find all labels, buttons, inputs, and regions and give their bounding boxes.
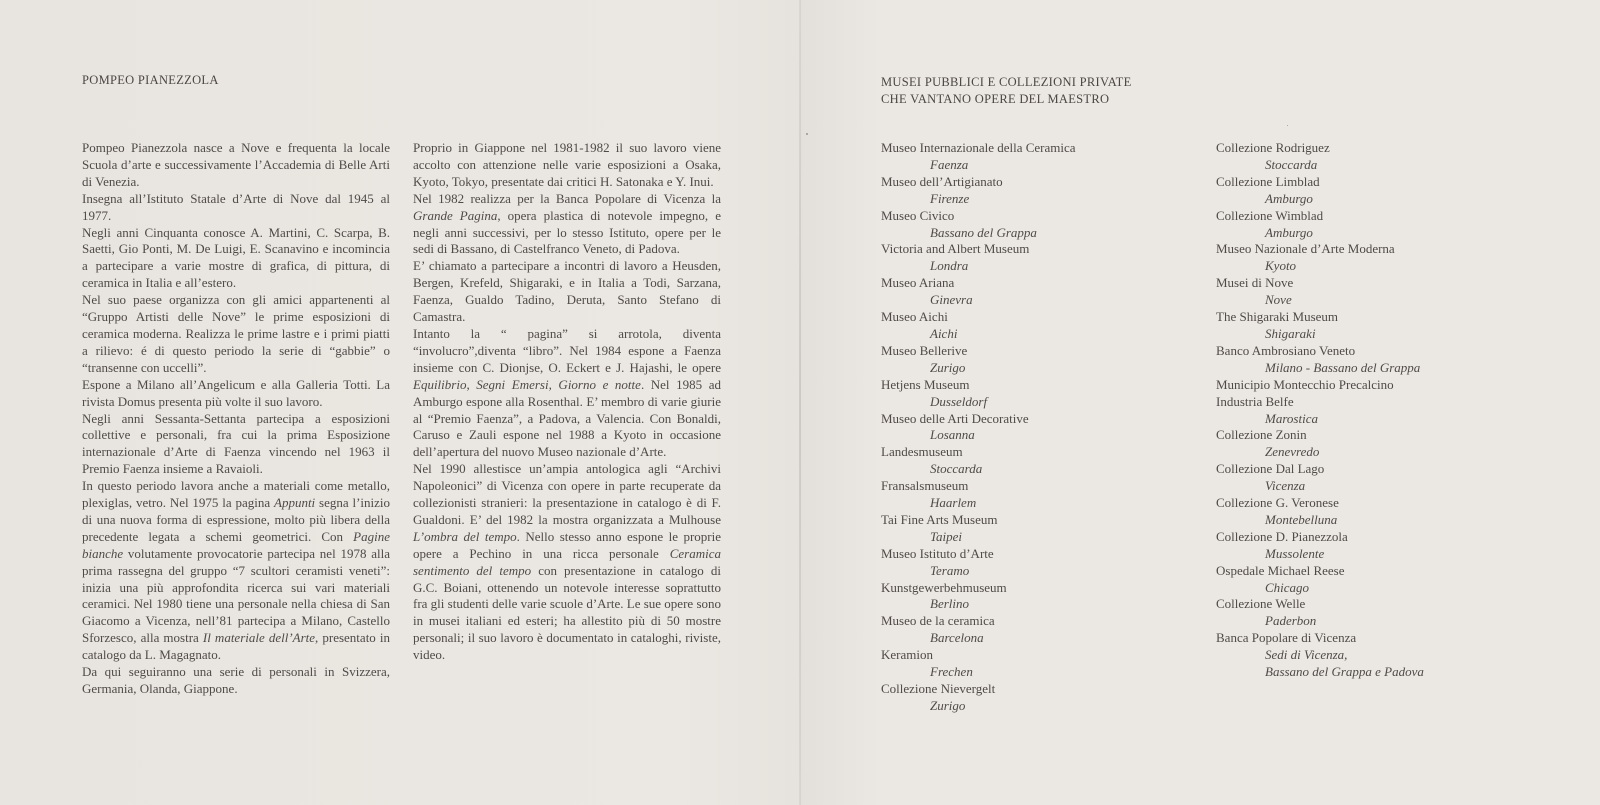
collection-city: Berlino	[930, 596, 969, 612]
paragraph-text: Negli anni Sessanta-Settanta partecipa a esposizioni collettive e personali, fra cui la prima Esposizione internazionale d’Arte di Faenza vincendo nel 1963 il Premio Faenza insieme a Ravaioli.	[82, 410, 390, 477]
collection-city: Kyoto	[1265, 258, 1297, 274]
collection-name: Museo Ariana	[881, 275, 955, 291]
biography-paragraph	[82, 140, 390, 191]
collection-entry	[881, 478, 1181, 512]
collection-name: Museo Aichi	[881, 309, 948, 325]
collection-city: Marostica	[1265, 410, 1318, 426]
collection-city: Zurigo	[930, 697, 966, 713]
biography-paragraph	[82, 292, 390, 377]
collection-name: Collezione Limblad	[1216, 173, 1320, 189]
paragraph-text: Pompeo Pianezzola nasce a Nove e frequenta la locale Scuola d’arte e successivamente l’Accademia di Belle Arti di Venezia.	[82, 140, 390, 189]
artist-name-heading: POMPEO PIANEZZOLA	[82, 73, 219, 87]
collection-name: Landesmuseum	[881, 444, 963, 460]
collection-city: Ginevra	[930, 292, 973, 308]
collection-name: Collezione Welle	[1216, 596, 1306, 612]
paragraph-text: con presentazione in catalogo di G.C. Boiani, ottenendo un notevole interesse soprattutto fra gli studenti delle varie scuole d’Arte. Le sue opere sono in musei italiani ed esteri; ha allestito più di 50 mostre personali; il suo lavoro è documentato in cataloghi, riviste, video.	[413, 562, 721, 663]
collection-name: Collezione Zonin	[1216, 427, 1307, 443]
collection-entry	[881, 174, 1181, 208]
artwork-title: Il materiale dell’Arte	[202, 630, 316, 646]
collection-entry	[1216, 495, 1556, 529]
collections-heading	[881, 74, 1132, 108]
biography-paragraph	[82, 191, 390, 225]
collection-entry	[1216, 563, 1556, 597]
collection-entry	[1216, 343, 1556, 377]
paper-speck	[806, 133, 808, 135]
collection-entry	[1216, 596, 1556, 630]
collection-city: Frechen	[930, 664, 973, 680]
collection-city: Paderbon	[1265, 613, 1317, 629]
biography-paragraph	[82, 664, 390, 698]
collection-name: Victoria and Albert Museum	[881, 241, 1030, 257]
collection-entry	[1216, 461, 1556, 495]
collection-entry	[881, 444, 1181, 478]
collection-name: Museo dell’Artigianato	[881, 173, 1003, 189]
collection-city: Zurigo	[930, 359, 966, 375]
collection-entry	[881, 411, 1181, 445]
collection-entry	[881, 580, 1181, 614]
collection-city: Bassano del Grappa e Padova	[1265, 664, 1424, 680]
collection-name: Museo Bellerive	[881, 342, 968, 358]
collection-name: Museo de la ceramica	[881, 613, 995, 629]
collection-entry	[881, 647, 1181, 681]
paragraph-text: Intanto la “ pagina” si arrotola, diventa “involucro”,diventa “libro”. Nel 1984 espone a Faenza insieme con C. Dionjse, O. Eckert e J. Hajashi, le opere	[413, 325, 721, 375]
collections-heading-line-2: CHE VANTANO OPERE DEL MAESTRO	[881, 92, 1110, 106]
collection-city: Milano - Bassano del Grappa	[1265, 359, 1421, 375]
paragraph-text: E’ chiamato a partecipare a incontri di lavoro a Heusden, Bergen, Krefeld, Shigaraki, e in Italia a Todi, Sarzana, Faenza, Gualdo Tadino, Deruta, Santo Stefano di Camastra.	[413, 258, 721, 325]
paragraph-text: . Nel 1985 ad Amburgo espone alla Rosenthal. E’ membro di varie giurie al “Premio Faenza”, a Padova, a Valencia. Con Bonaldi, Caruso e Zauli espone nel 1988 a Kyoto in occasione dell’apertura del nuovo Museo nazionale d’Arte.	[413, 376, 721, 460]
collection-entry	[881, 343, 1181, 377]
collection-name: Hetjens Museum	[881, 376, 970, 392]
collection-name: Museo Internazionale della Ceramica	[881, 140, 1076, 155]
biography-paragraph	[82, 411, 390, 479]
collection-city: Vicenza	[1265, 478, 1306, 494]
collections-heading-line-1: MUSEI PUBBLICI E COLLEZIONI PRIVATE	[881, 75, 1132, 89]
collection-name: Collezione Dal Lago	[1216, 461, 1325, 477]
paragraph-text: Espone a Milano all’Angelicum e alla Galleria Totti. La rivista Domus presenta più volte il suo lavoro.	[82, 376, 390, 409]
paragraph-text: Negli anni Cinquanta conosce A. Martini, C. Scarpa, B. Saetti, Gio Ponti, M. De Luigi, E. Scanavino e incomincia a partecipare a varie mostre di grafica, di pittura, di ceramica in Italia e all’estero.	[82, 224, 390, 291]
collection-name: Collezione Nievergelt	[881, 681, 996, 696]
collection-entry	[1216, 140, 1556, 174]
collection-name: Museo Civico	[881, 207, 955, 223]
biography-paragraph	[413, 140, 721, 191]
collection-entry	[1216, 427, 1556, 461]
collection-city: Shigaraki	[1265, 325, 1316, 341]
collection-city: Londra	[930, 258, 969, 274]
artwork-title: Appunti	[274, 495, 316, 511]
biography-paragraph	[82, 377, 390, 411]
collection-entry	[1216, 241, 1556, 275]
center-fold	[799, 0, 801, 805]
paragraph-text: Proprio in Giappone nel 1981-1982 il suo lavoro viene accolto con attenzione nelle varie esposizioni a Osaka, Kyoto, Tokyo, presentate dai critici H. Satonaka e Y. Inui.	[413, 140, 721, 189]
collection-city: Haarlem	[930, 495, 977, 511]
collection-city: Sedi di Vicenza,	[1265, 647, 1348, 663]
collection-city: Amburgo	[1265, 190, 1313, 206]
collection-name: Fransalsmuseum	[881, 478, 969, 494]
collection-entry	[1216, 377, 1556, 394]
page-title	[82, 72, 219, 89]
biography-paragraph	[413, 191, 721, 259]
paragraph-text: Da qui seguiranno una serie di personali in Svizzera, Germania, Olanda, Giappone.	[82, 664, 390, 696]
collection-city: Stoccarda	[930, 461, 983, 477]
artwork-title: Pagine bianche	[82, 528, 390, 561]
collection-city: Losanna	[930, 427, 975, 443]
collection-name: Keramion	[881, 647, 933, 663]
collection-name: Museo Nazionale d’Arte Moderna	[1216, 241, 1395, 257]
collections-list-column-1	[881, 140, 1181, 715]
collection-city: Faenza	[930, 156, 969, 172]
collection-city: Mussolente	[1265, 545, 1325, 561]
collection-name: Museo Istituto d’Arte	[881, 545, 994, 561]
collection-city: Nove	[1265, 292, 1292, 308]
paragraph-text: Insegna all’Istituto Statale d’Arte di Nove dal 1945 al 1977.	[82, 190, 390, 223]
paragraph-text: segna l’inizio di una nuova forma di espressione, molto più libera della precedente legata a schemi geometrici. Con	[82, 495, 390, 544]
collection-city: Montebelluna	[1265, 511, 1338, 527]
paragraph-text: , presentato in catalogo da L. Magagnato.	[82, 630, 390, 663]
collection-entry	[881, 512, 1181, 546]
collection-city: Teramo	[930, 562, 970, 578]
collection-city: Chicago	[1265, 579, 1310, 595]
collection-entry	[881, 140, 1181, 174]
collection-entry	[1216, 309, 1556, 343]
paragraph-text: In questo periodo lavora anche a materiali come metallo, plexiglas, vetro. Nel 1975 la pagina	[82, 478, 390, 511]
biography-paragraph	[413, 326, 721, 461]
paragraph-text: Nel 1982 realizza per la Banca Popolare di Vicenza la	[413, 190, 721, 206]
biography-paragraph	[413, 258, 721, 326]
paragraph-text: Nel suo paese organizza con gli amici appartenenti al “Gruppo Artisti delle Nove” le prime esposizioni di ceramica moderna. Realizza le prime lastre e i primi piatti a rilievo: é di questo periodo la serie di “gabbie” o “transenne con uccelli”.	[82, 292, 390, 375]
artwork-title: Equilibrio, Segni Emersi, Giorno e notte	[413, 376, 641, 392]
biography-paragraph	[82, 225, 390, 293]
biography-paragraph	[82, 478, 390, 664]
biography-paragraph	[413, 461, 721, 664]
collection-city: Barcelona	[930, 630, 984, 646]
collection-entry	[881, 613, 1181, 647]
collection-city: Bassano del Grappa	[930, 224, 1037, 240]
collection-city: Dusseldorf	[930, 393, 988, 409]
paper-speck	[1287, 125, 1288, 126]
collection-city: Aichi	[930, 325, 958, 341]
collection-name: Collezione Rodriguez	[1216, 140, 1330, 155]
collection-entry	[881, 681, 1181, 715]
biography-column-2	[413, 140, 721, 664]
collection-entry	[881, 275, 1181, 309]
collection-city: Taipei	[930, 528, 963, 544]
biography-column-1	[82, 140, 390, 698]
artwork-title: L’ombra del tempo	[413, 528, 517, 544]
collection-entry	[1216, 275, 1556, 309]
collection-name: Industria Belfe	[1216, 393, 1294, 409]
collection-entry	[1216, 529, 1556, 563]
collection-name: Collezione G. Veronese	[1216, 495, 1339, 511]
collection-entry	[1216, 630, 1556, 681]
collection-entry	[881, 377, 1181, 411]
collection-name: Kunstgewerbehmuseum	[881, 579, 1007, 595]
artwork-title: Grande Pagina	[413, 207, 498, 223]
collection-name: Municipio Montecchio Precalcino	[1216, 376, 1394, 392]
paragraph-text: Nel 1990 allestisce un’ampia antologica agli “Archivi Napoleonici” di Vicenza con opere in parte recuperate da collezionisti stranieri: la presentazione in catalogo è di F. Gualdoni. E’ del 1982 la mostra organizzata a Mulhouse	[413, 461, 721, 527]
collection-entry	[881, 208, 1181, 242]
collection-city: Stoccarda	[1265, 156, 1318, 172]
collection-entry	[1216, 174, 1556, 208]
artwork-title: Ceramica sentimento del tempo	[413, 545, 721, 578]
collection-name: Banco Ambrosiano Veneto	[1216, 342, 1356, 358]
collection-entry	[881, 546, 1181, 580]
collection-name: Collezione Wimblad	[1216, 207, 1324, 223]
collection-name: The Shigaraki Museum	[1216, 309, 1339, 325]
collection-name: Collezione D. Pianezzola	[1216, 528, 1348, 544]
paragraph-text: volutamente provocatorie partecipa nel 1978 alla prima rassegna del gruppo “7 scultori ceramisti veneti”: inizia una più approfondita ricerca sui vari materiali ceramici. Nel 1980 tiene una personale nella chiesa di San Giacomo a Vicenza, nell’81 partecipa a Milano, Castello Sforzesco, alla mostra	[82, 545, 390, 646]
collection-city: Zenevredo	[1265, 444, 1320, 460]
collection-name: Musei di Nove	[1216, 275, 1294, 291]
collection-entry	[1216, 208, 1556, 242]
collection-entry	[881, 309, 1181, 343]
collection-entry	[1216, 394, 1556, 428]
collection-name: Banca Popolare di Vicenza	[1216, 630, 1357, 646]
collection-city: Amburgo	[1265, 224, 1313, 240]
collection-entry	[881, 241, 1181, 275]
collection-city: Firenze	[930, 190, 970, 206]
paragraph-text: , opera plastica di notevole impegno, e negli anni successivi, per lo stesso Istituto, opere per le sedi di Bassano, di Castelfranco Veneto, di Padova.	[413, 207, 721, 257]
collections-list-column-2	[1216, 140, 1556, 681]
collection-name: Museo delle Arti Decorative	[881, 410, 1029, 426]
paragraph-text: . Nello stesso anno espone le proprie opere a Pechino in una ricca personale	[413, 528, 721, 561]
collection-name: Ospedale Michael Reese	[1216, 562, 1345, 578]
collection-name: Tai Fine Arts Museum	[881, 511, 998, 527]
